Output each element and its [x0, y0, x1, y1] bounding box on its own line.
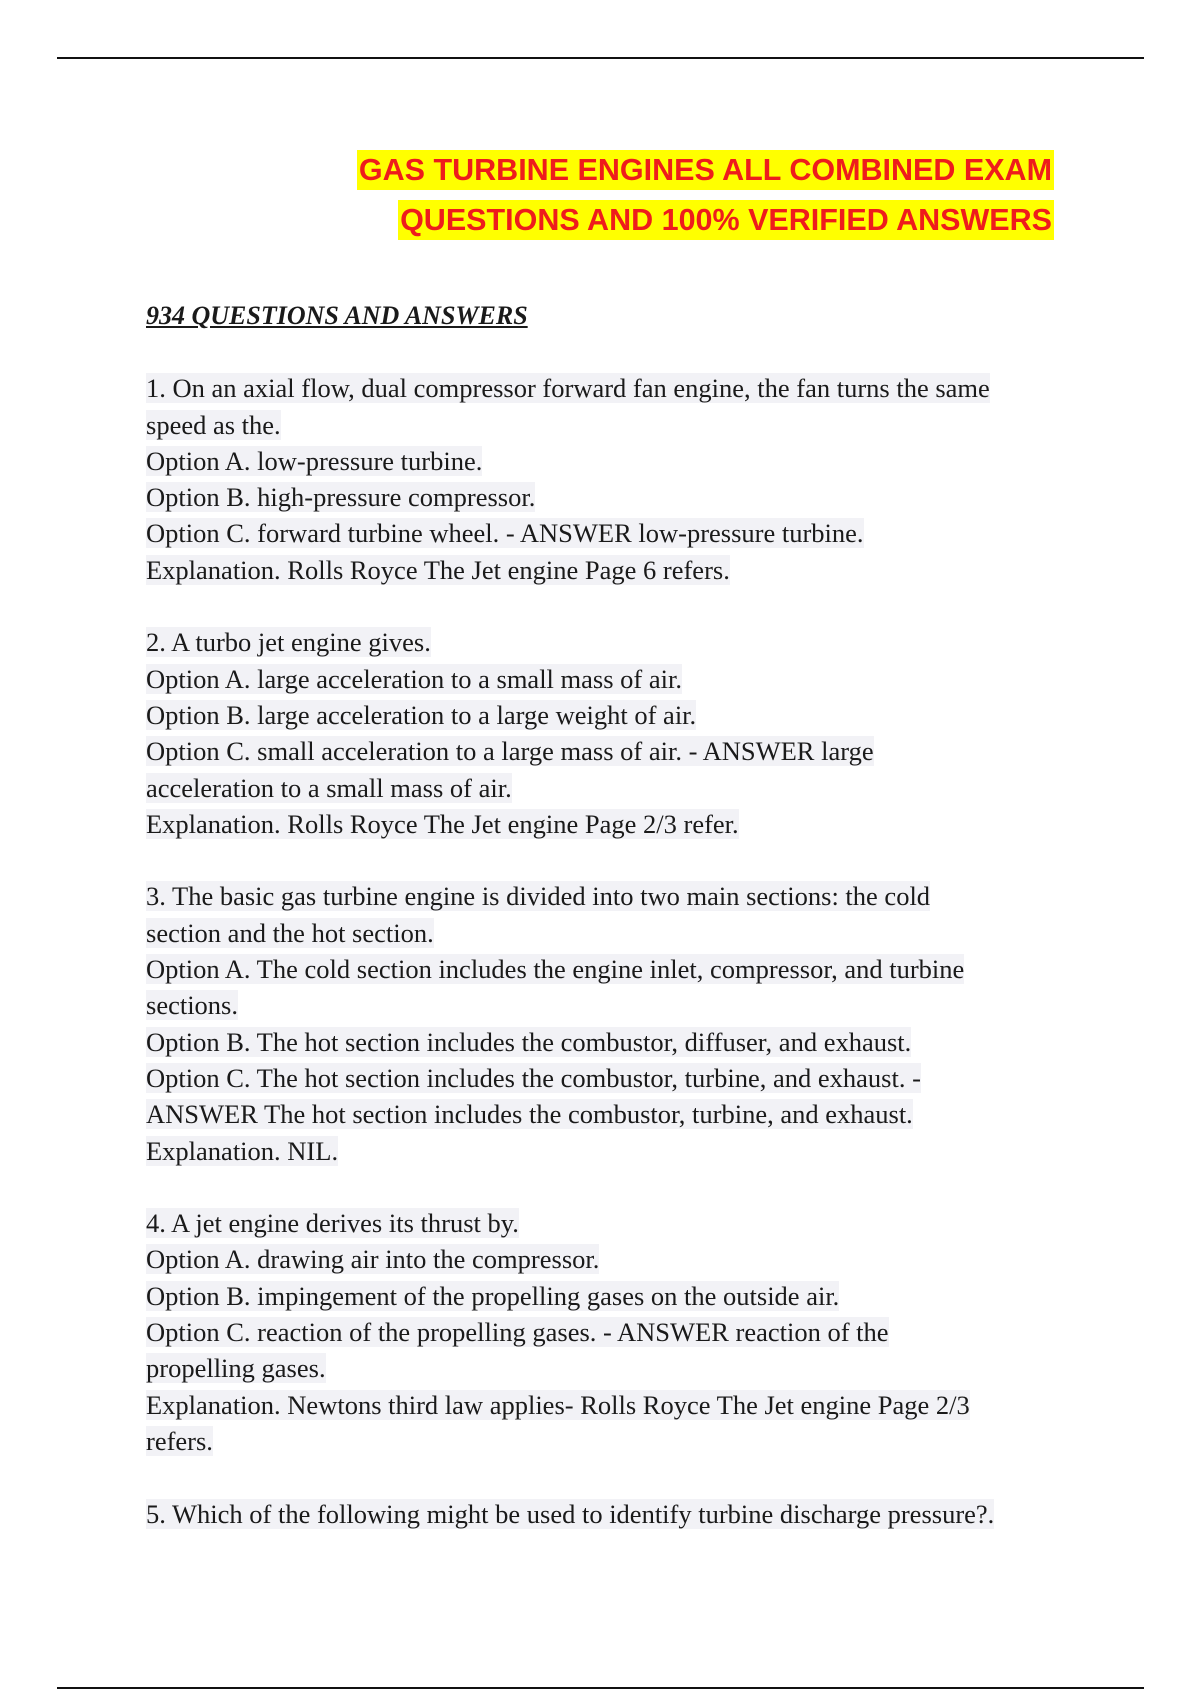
explanation: Explanation. Rolls Royce The Jet engine Page 6 refers.	[146, 554, 730, 585]
option-c-answer: Option C. forward turbine wheel. - ANSWER low-pressure turbine.	[146, 518, 864, 549]
option-c-answer: Option C. reaction of the propelling gases. - ANSWER reaction of the	[146, 1317, 889, 1348]
question-block-3	[146, 878, 1066, 1168]
question-block-4	[146, 1205, 1066, 1459]
top-rule	[57, 57, 1144, 59]
option-c-answer: Option C. small acceleration to a large mass of air. - ANSWER large	[146, 736, 874, 767]
question-line: speed as the.	[146, 409, 281, 440]
question-line: section and the hot section.	[146, 917, 434, 948]
answer-line: ANSWER The hot section includes the combustor, turbine, and exhaust.	[146, 1099, 913, 1130]
question-line: 3. The basic gas turbine engine is divided into two main sections: the cold	[146, 881, 931, 912]
option-a: Option A. large acceleration to a small mass of air.	[146, 663, 682, 694]
option-a: Option A. low-pressure turbine.	[146, 445, 483, 476]
question-block-2	[146, 624, 1066, 842]
question-block-1	[146, 370, 1066, 588]
option-b: Option B. impingement of the propelling gases on the outside air.	[146, 1280, 840, 1311]
option-b: Option B. large acceleration to a large weight of air.	[146, 699, 697, 730]
explanation: Explanation. Newtons third law applies- Rolls Royce The Jet engine Page 2/3	[146, 1389, 970, 1420]
question-line: 5. Which of the following might be used to identify turbine discharge pressure?.	[146, 1498, 995, 1529]
option-b: Option B. high-pressure compressor.	[146, 482, 536, 513]
question-line: 2. A turbo jet engine gives.	[146, 627, 431, 658]
question-line: 1. On an axial flow, dual compressor forward fan engine, the fan turns the same	[146, 373, 990, 404]
answer-continued: propelling gases.	[146, 1353, 326, 1384]
document-subtitle: 934 QUESTIONS AND ANSWERS	[146, 301, 528, 330]
explanation: Explanation. NIL.	[146, 1135, 339, 1166]
title-line-1: GAS TURBINE ENGINES ALL COMBINED EXAM	[357, 150, 1054, 190]
option-c: Option C. The hot section includes the combustor, turbine, and exhaust. -	[146, 1062, 921, 1093]
option-a: Option A. drawing air into the compressor.	[146, 1244, 600, 1275]
document-body	[146, 298, 1066, 1568]
question-line: 4. A jet engine derives its thrust by.	[146, 1208, 519, 1239]
answer-continued: acceleration to a small mass of air.	[146, 772, 512, 803]
option-a: Option A. The cold section includes the engine inlet, compressor, and turbine	[146, 954, 965, 985]
title-line-2: QUESTIONS AND 100% VERIFIED ANSWERS	[398, 200, 1054, 240]
document-title	[154, 145, 1054, 245]
option-b: Option B. The hot section includes the combustor, diffuser, and exhaust.	[146, 1026, 912, 1057]
explanation-continued: refers.	[146, 1425, 213, 1456]
question-block-5	[146, 1496, 1066, 1532]
explanation: Explanation. Rolls Royce The Jet engine Page 2/3 refer.	[146, 808, 739, 839]
option-a-continued: sections.	[146, 990, 238, 1021]
bottom-rule	[57, 1687, 1144, 1689]
